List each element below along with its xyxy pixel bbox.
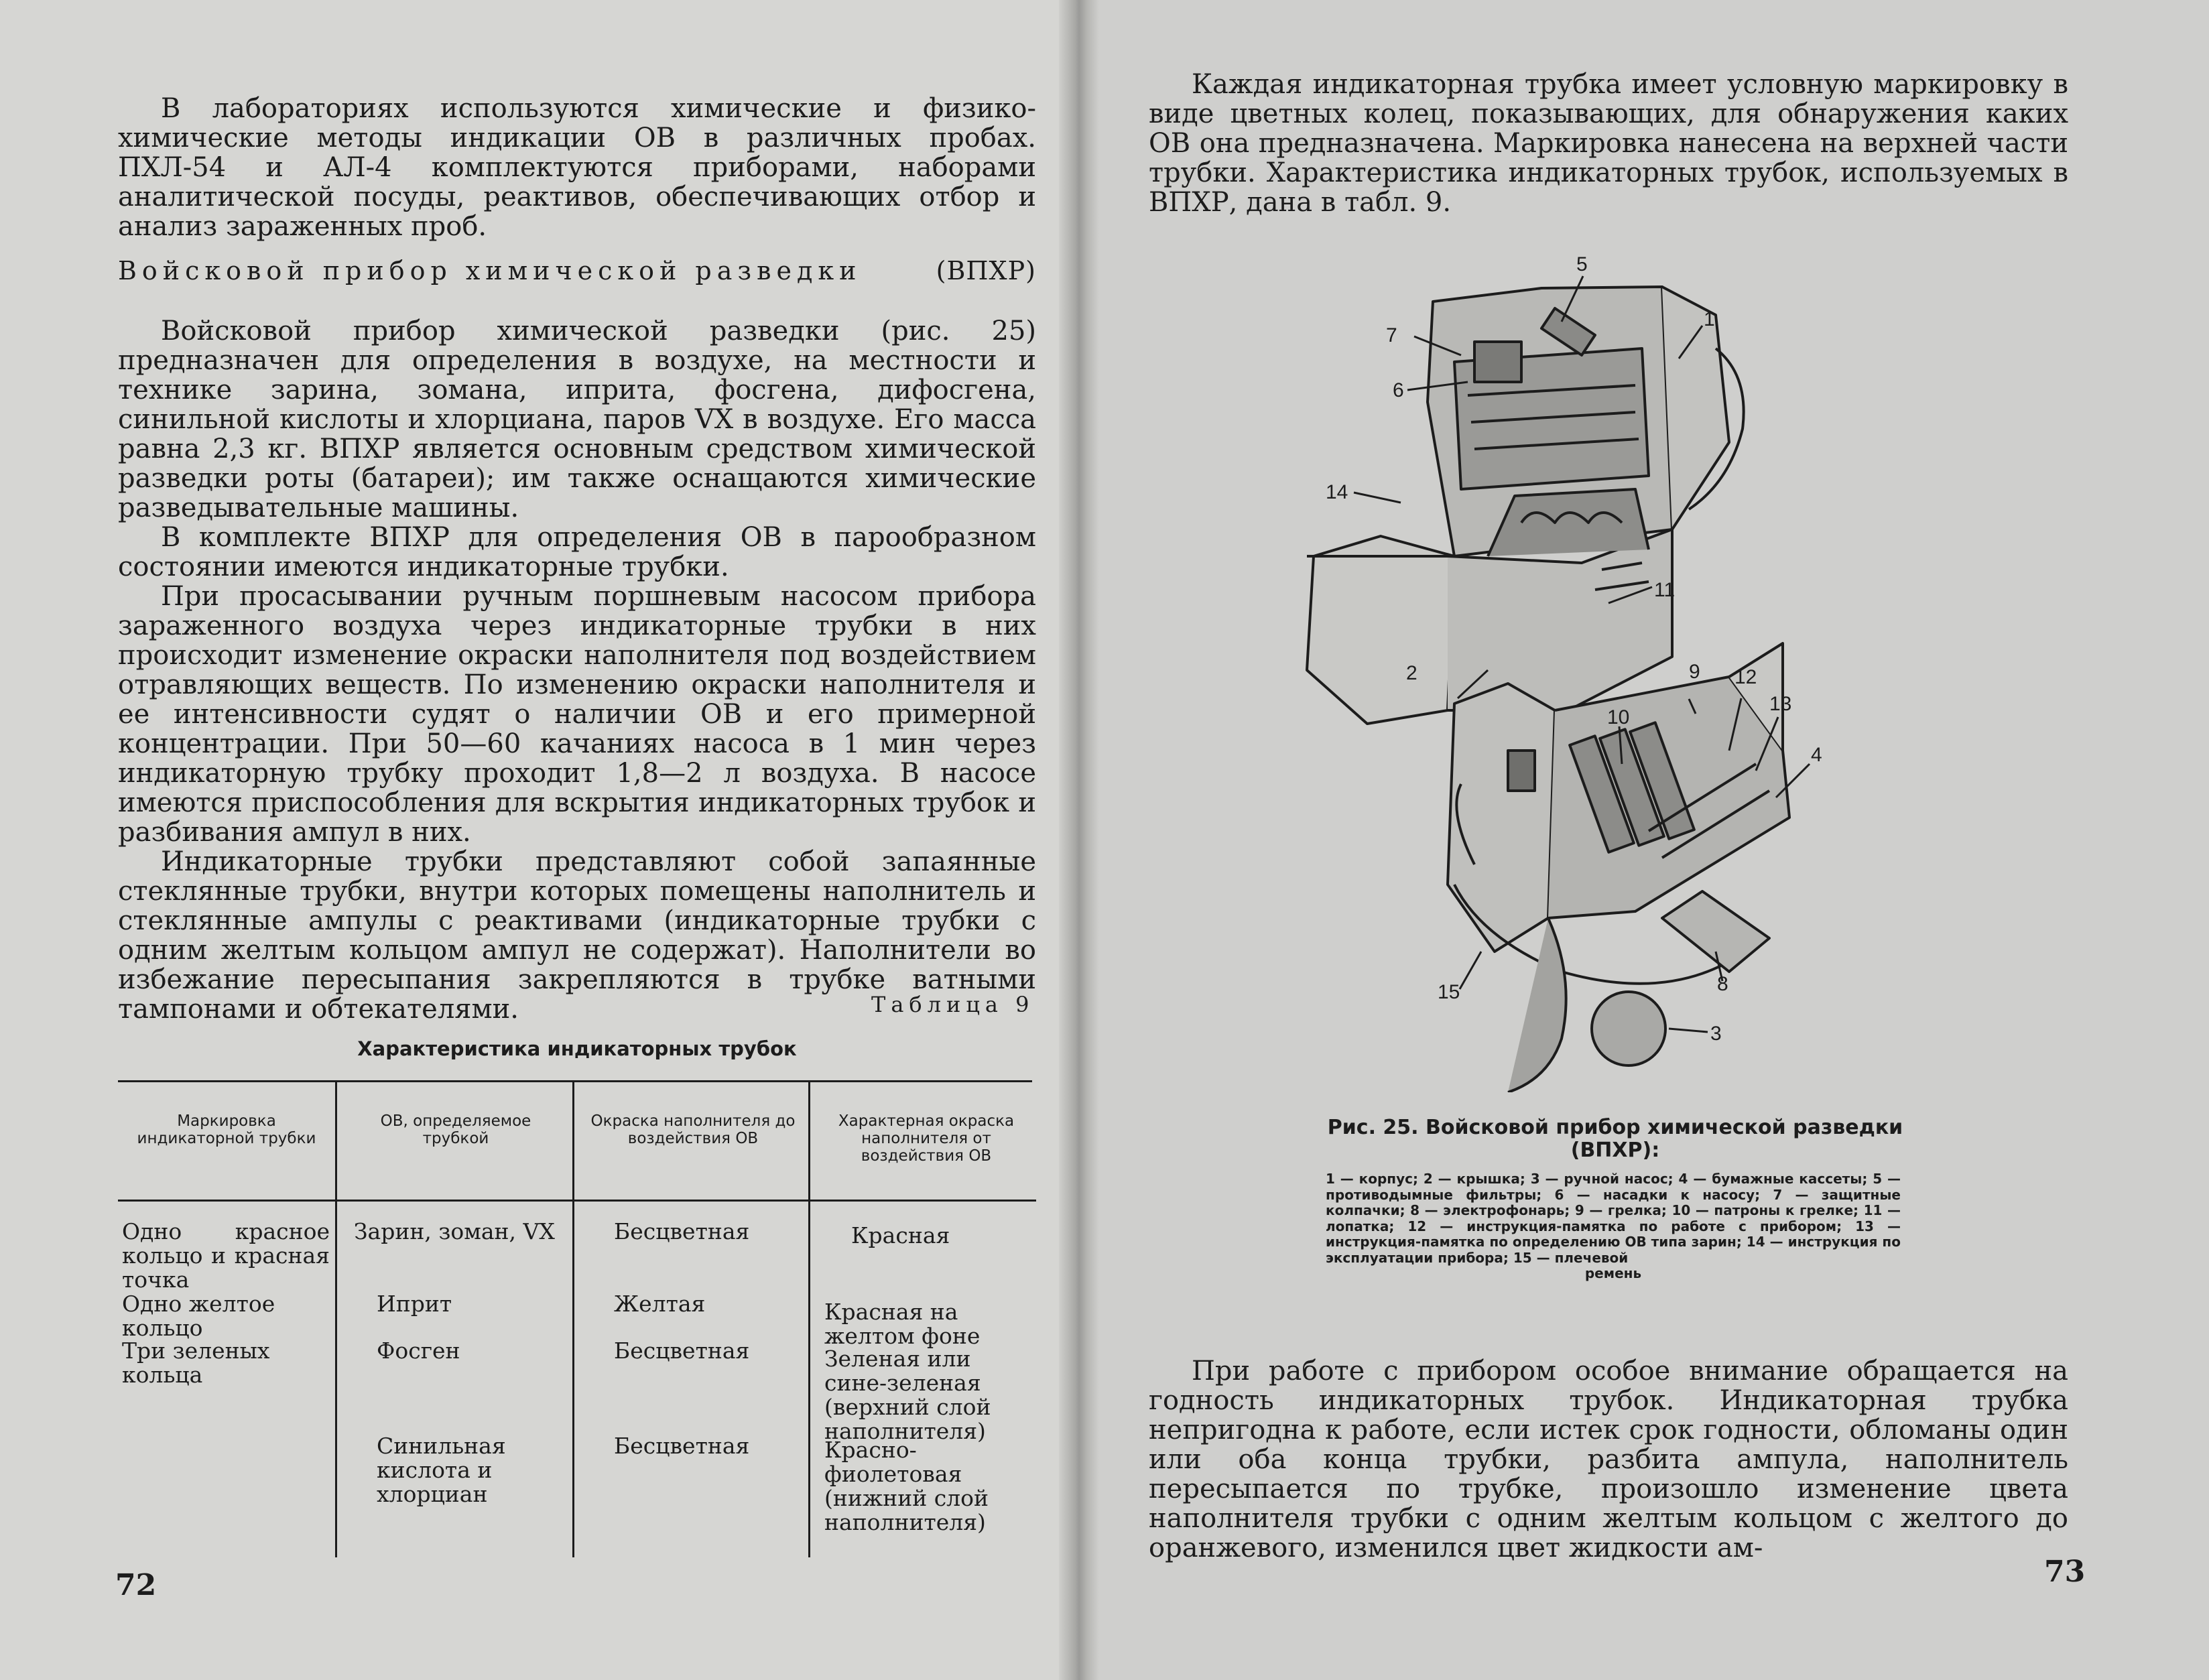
- intro-paragraph: [118, 94, 1036, 241]
- section-heading: [118, 256, 1036, 285]
- table-cell-r4-agent: Синильная кислота и хлорциан: [377, 1433, 506, 1507]
- table-label: Таблица 9: [871, 992, 1035, 1017]
- table-header-rule: [118, 1200, 1036, 1202]
- figure-label-11: 11: [1654, 579, 1676, 601]
- table-top-rule: [118, 1080, 1032, 1082]
- table-cell-r2-after: Красная на желтом фоне: [824, 1299, 981, 1349]
- table-cell-r1-marking: Одно красное кольцо и красная точка: [122, 1218, 330, 1293]
- table-cell-r4-before: Бесцветная: [614, 1433, 750, 1459]
- book-gutter: [1059, 0, 1099, 1680]
- top-paragraph-text: Каждая индикаторная трубка имеет условную маркировку в виде цветных колец, показывающих, для обнаружения каких ОВ она предназначена. Маркировка нанесена на верхней части трубки. Характеристика индикаторных трубок, используемых в ВПХР, дана в табл. 9.: [1149, 69, 2068, 218]
- paragraph-3: При просасывании ручным поршневым насосом прибора зараженного воздуха через индикаторные трубки в них происходит изменение окраски наполнителя под воздействием отравляющих веществ. По изменению окраски наполнителя и ее интенсивности судят о наличии ОВ и его примерной концентрации. При 50—60 качаниях насоса в 1 мин через индикаторную трубку проходит 1,8—2 л воздуха. В насосе имеются приспособления для вскрытия индикаторных трубок и разбивания ампул в них.: [118, 581, 1036, 848]
- figure-label-7: 7: [1386, 324, 1397, 346]
- paragraph-2: В комплекте ВПХР для определения ОВ в парообразном состоянии имеются индикаторные трубки.: [118, 522, 1036, 582]
- table-col-rule-2: [572, 1080, 574, 1557]
- figure-label-15: 15: [1438, 981, 1460, 1003]
- vpkhr-figure: [1287, 241, 1923, 1092]
- paragraph-4: Индикаторные трубки представляют собой запаянные стеклянные трубки, внутри которых помещены наполнитель и стеклянные ампулы с реактивами (индикаторные трубки с одним желтым кольцом ампул не содержат). Наполнители во избежание пересыпания закрепляются в трубке ватными тампонами и обтекателями.: [118, 846, 1036, 1025]
- table-cell-r3-marking: Три зеленых кольца: [122, 1338, 270, 1388]
- figure-label-8: 8: [1717, 973, 1728, 995]
- figure-label-2: 2: [1406, 662, 1417, 684]
- table-cell-r2-agent: Иприт: [377, 1291, 452, 1317]
- table-col-rule-1: [335, 1080, 337, 1557]
- page-number-left: 72: [115, 1568, 157, 1602]
- table-cell-r3-before: Бесцветная: [614, 1338, 750, 1364]
- table-cell-r1-before: Бесцветная: [614, 1218, 750, 1244]
- table-header-color-after: Характерная окраска наполнителя от воздействия ОВ: [838, 1112, 1015, 1165]
- table-cell-r2-marking: Одно желтое кольцо: [122, 1291, 275, 1341]
- table-cell-r1-agent: Зарин, зоман, VX: [354, 1218, 555, 1244]
- table-cell-r4-after: Красно-фиолетовая (нижний слой наполнителя): [824, 1437, 989, 1535]
- table-title: Характеристика индикаторных трубок: [357, 1037, 797, 1060]
- bottom-paragraph: [1149, 1356, 2068, 1563]
- figure-label-12: 12: [1734, 666, 1757, 688]
- figure-label-3: 3: [1710, 1023, 1722, 1045]
- figure-label-5: 5: [1576, 253, 1588, 275]
- figure-label-6: 6: [1393, 379, 1404, 401]
- bottom-paragraph-text: При работе с прибором особое внимание обращается на годность индикаторных трубок. Индикаторная трубка непригодна к работе, если истек срок годности, обломаны один или оба конца трубки, разбита ампула, наполнитель пересыпается по трубке, произошло изменение цвета наполнителя трубки с одним желтым кольцом с желтого до оранжевого, изменился цвет жидкости ам-: [1149, 1356, 2068, 1563]
- heading-text: Войсковой прибор химической разведки: [118, 256, 862, 285]
- table-cell-r3-after: Зеленая или сине-зеленая (верхний слой наполнителя): [824, 1346, 991, 1444]
- page-number-right: 73: [2044, 1555, 2086, 1589]
- figure-label-10: 10: [1607, 706, 1630, 728]
- figure-legend-text: 1 — корпус; 2 — крышка; 3 — ручной насос; 4 — бумажные кассеты; 5 — противодымные фильтры; 6 — насадки к насосу; 7 — защитные колпачки; 8 — электрофонарь; 9 — грелка; 10 — патроны к грелке; 11 — лопатка; 12 — инструкция-памятка по работе с прибором; 13 — инструкция-памятка по определению ОВ типа зарин; 14 — инструкция по эксплуатации прибора; 15 — плечевой: [1326, 1171, 1901, 1266]
- figure-label-1: 1: [1704, 308, 1715, 330]
- table-col-rule-3: [808, 1080, 810, 1557]
- heading-abbr: (ВПХР): [936, 256, 1036, 285]
- figure-label-9: 9: [1689, 661, 1700, 683]
- table-header-color-before: Окраска наполнителя до воздействия ОВ: [590, 1112, 796, 1147]
- figure-caption-legend: [1326, 1171, 1901, 1282]
- figure-caption-title: Рис. 25. Войсковой прибор химической разведки (ВПХР):: [1327, 1116, 1903, 1162]
- figure-label-13: 13: [1769, 693, 1792, 715]
- paragraph-1: Войсковой прибор химической разведки (рис. 25) предназначен для определения в воздухе, на местности и технике зарина, зомана, иприта, фосгена, дифосгена, синильной кислоты и хлорциана, паров VX в воздухе. Его масса равна 2,3 кг. ВПХР является основным средством химической разведки роты (батареи); им также оснащаются химические разведывательные машины.: [118, 316, 1036, 523]
- top-paragraph: [1149, 70, 2068, 217]
- table-cell-r2-before: Желтая: [614, 1291, 706, 1317]
- table-cell-r3-agent: Фосген: [377, 1338, 460, 1364]
- body-text-left: [118, 316, 1036, 1024]
- table-header-marking: Маркировка индикаторной трубки: [137, 1112, 316, 1147]
- figure-legend-end: ремень: [1584, 1265, 1642, 1281]
- table-cell-r1-after: Красная: [851, 1222, 950, 1248]
- case-upper-illustration: [1307, 287, 1744, 724]
- intro-text: В лабораториях используются химические и физико-химические методы индикации ОВ в различных пробах. ПХЛ-54 и АЛ-4 комплектуются приборами, наборами аналитической посуды, реактивов, обеспечивающих отбор и анализ зараженных проб.: [118, 93, 1036, 242]
- table-header-agent: ОВ, определяемое трубкой: [380, 1112, 531, 1147]
- figure-label-4: 4: [1811, 744, 1822, 766]
- figure-label-14: 14: [1326, 481, 1348, 503]
